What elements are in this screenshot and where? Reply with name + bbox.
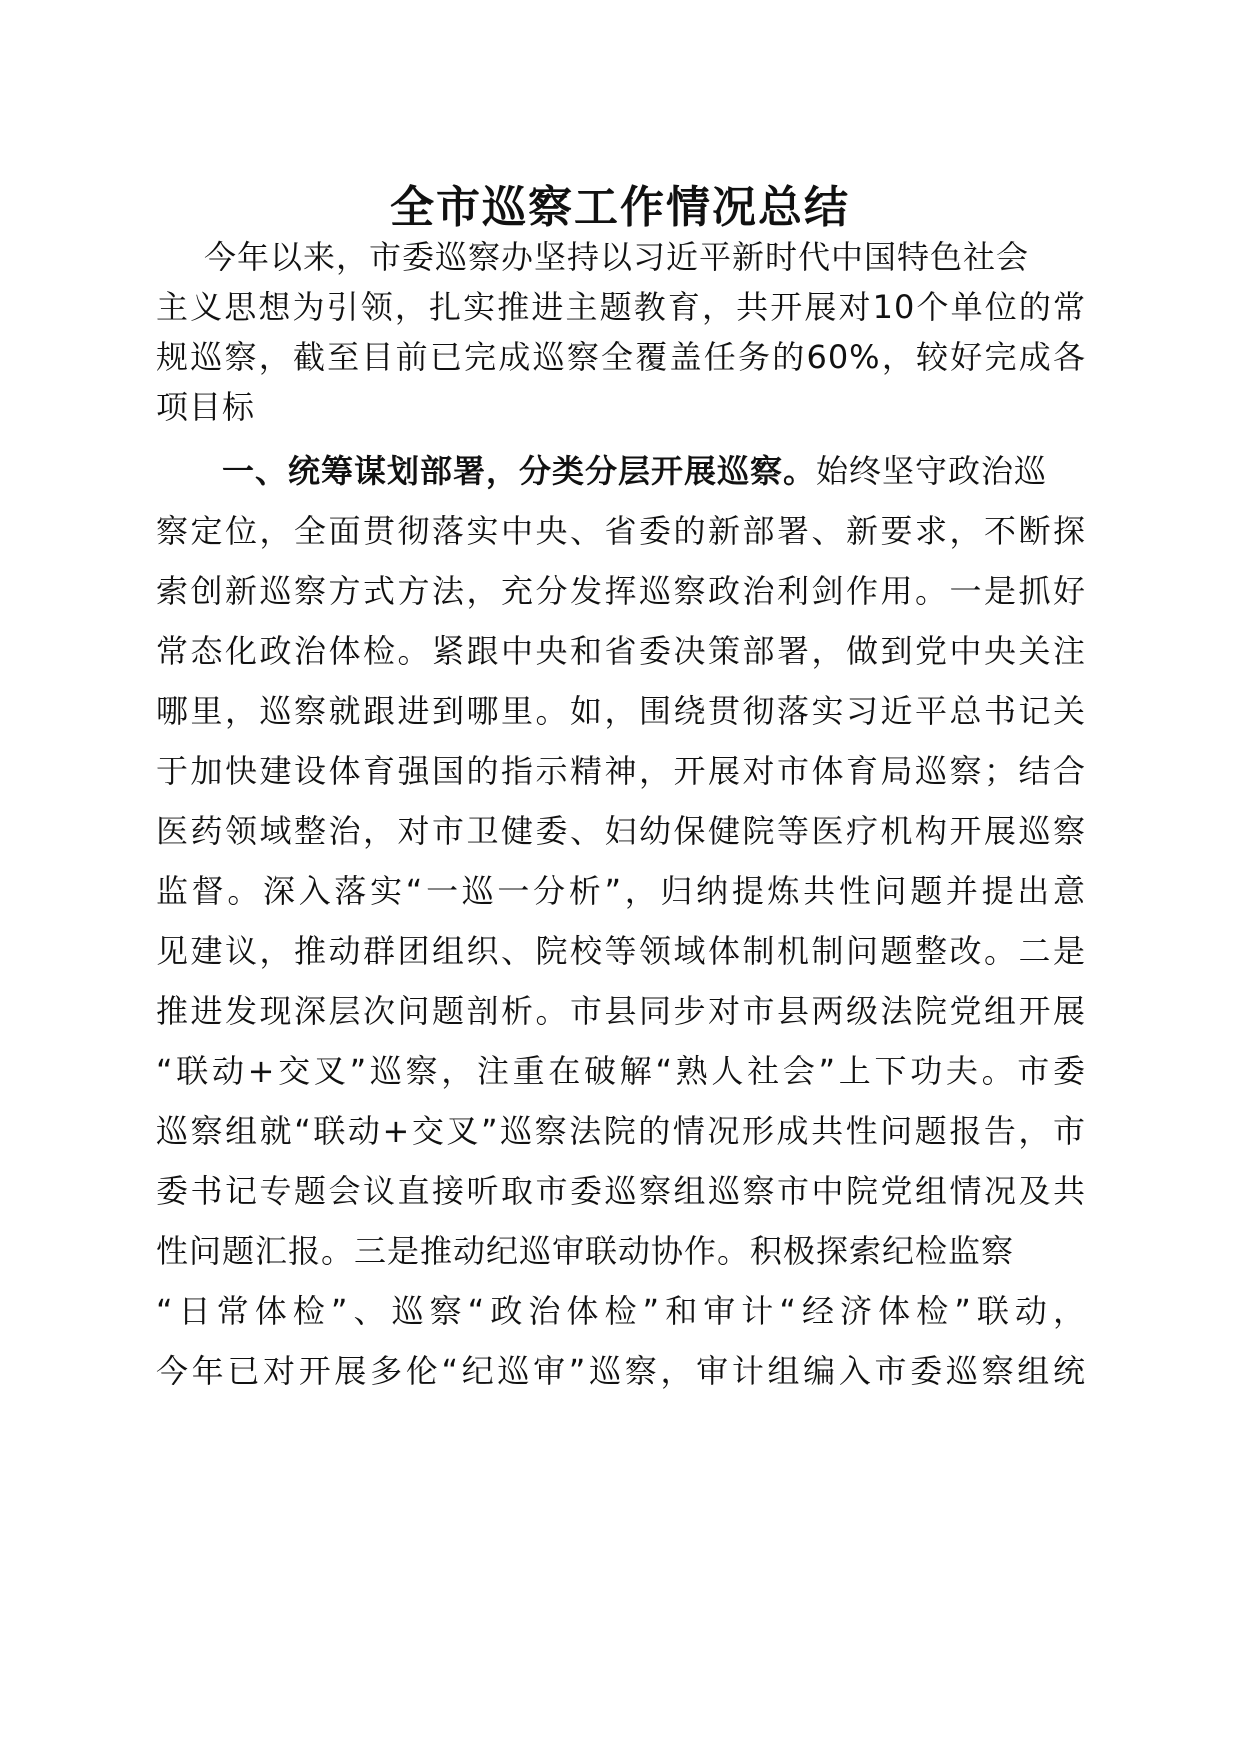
section1-line-12: 巡察组就“联动+交叉”巡察法院的情况形成共性问题报告，市 xyxy=(156,1112,1086,1150)
section1-line-10: 推进发现深层次问题剖析。市县同步对市县两级法院党组开展 xyxy=(156,992,1086,1030)
section1-line-16: 今年已对开展多伦“纪巡审”巡察，审计组编入市委巡察组统 xyxy=(156,1352,1086,1390)
section1-line-3: 索创新巡察方式方法，充分发挥巡察政治利剑作用。一是抓好 xyxy=(156,572,1086,610)
section1-line-2: 察定位，全面贯彻落实中央、省委的新部署、新要求，不断探 xyxy=(156,512,1086,550)
intro-line-1: 今年以来，市委巡察办坚持以习近平新时代中国特色社会 xyxy=(204,238,1030,276)
intro-line-4: 项目标 xyxy=(156,388,256,426)
section1-line-7: 医药领域整治，对市卫健委、妇幼保健院等医疗机构开展巡察 xyxy=(156,812,1086,850)
section1-first-line xyxy=(222,446,1086,496)
intro-line-2: 主义思想为引领，扎实推进主题教育，共开展对10个单位的常 xyxy=(156,288,1086,326)
section1-line-14: 性问题汇报。三是推动纪巡审联动协作。积极探索纪检监察 xyxy=(156,1232,1015,1270)
intro-line-3: 规巡察，截至目前已完成巡察全覆盖任务的60%，较好完成各 xyxy=(156,338,1086,376)
section1-heading: 一、统筹谋划部署，分类分层开展巡察。 xyxy=(222,452,817,490)
section1-line-4: 常态化政治体检。紧跟中央和省委决策部署，做到党中央关注 xyxy=(156,632,1086,670)
section1-line-5: 哪里，巡察就跟进到哪里。如，围绕贯彻落实习近平总书记关 xyxy=(156,692,1086,730)
section1-line-13: 委书记专题会议直接听取市委巡察组巡察市中院党组情况及共 xyxy=(156,1172,1086,1210)
section1-line-8: 监督。深入落实“一巡一分析”，归纳提炼共性问题并提出意 xyxy=(156,872,1086,910)
document-title: 全市巡察工作情况总结 xyxy=(390,182,850,233)
section1-line-6: 于加快建设体育强国的指示精神，开展对市体育局巡察；结合 xyxy=(156,752,1086,790)
section1-line-15: “日常体检”、巡察“政治体检”和审计“经济体检”联动， xyxy=(156,1292,1086,1330)
section1-line-9: 见建议，推动群团组织、院校等领域体制机制问题整改。二是 xyxy=(156,932,1086,970)
section1-line-11: “联动+交叉”巡察，注重在破解“熟人社会”上下功夫。市委 xyxy=(156,1052,1086,1090)
section1-first-line-text: 始终坚守政治巡 xyxy=(816,452,1048,490)
